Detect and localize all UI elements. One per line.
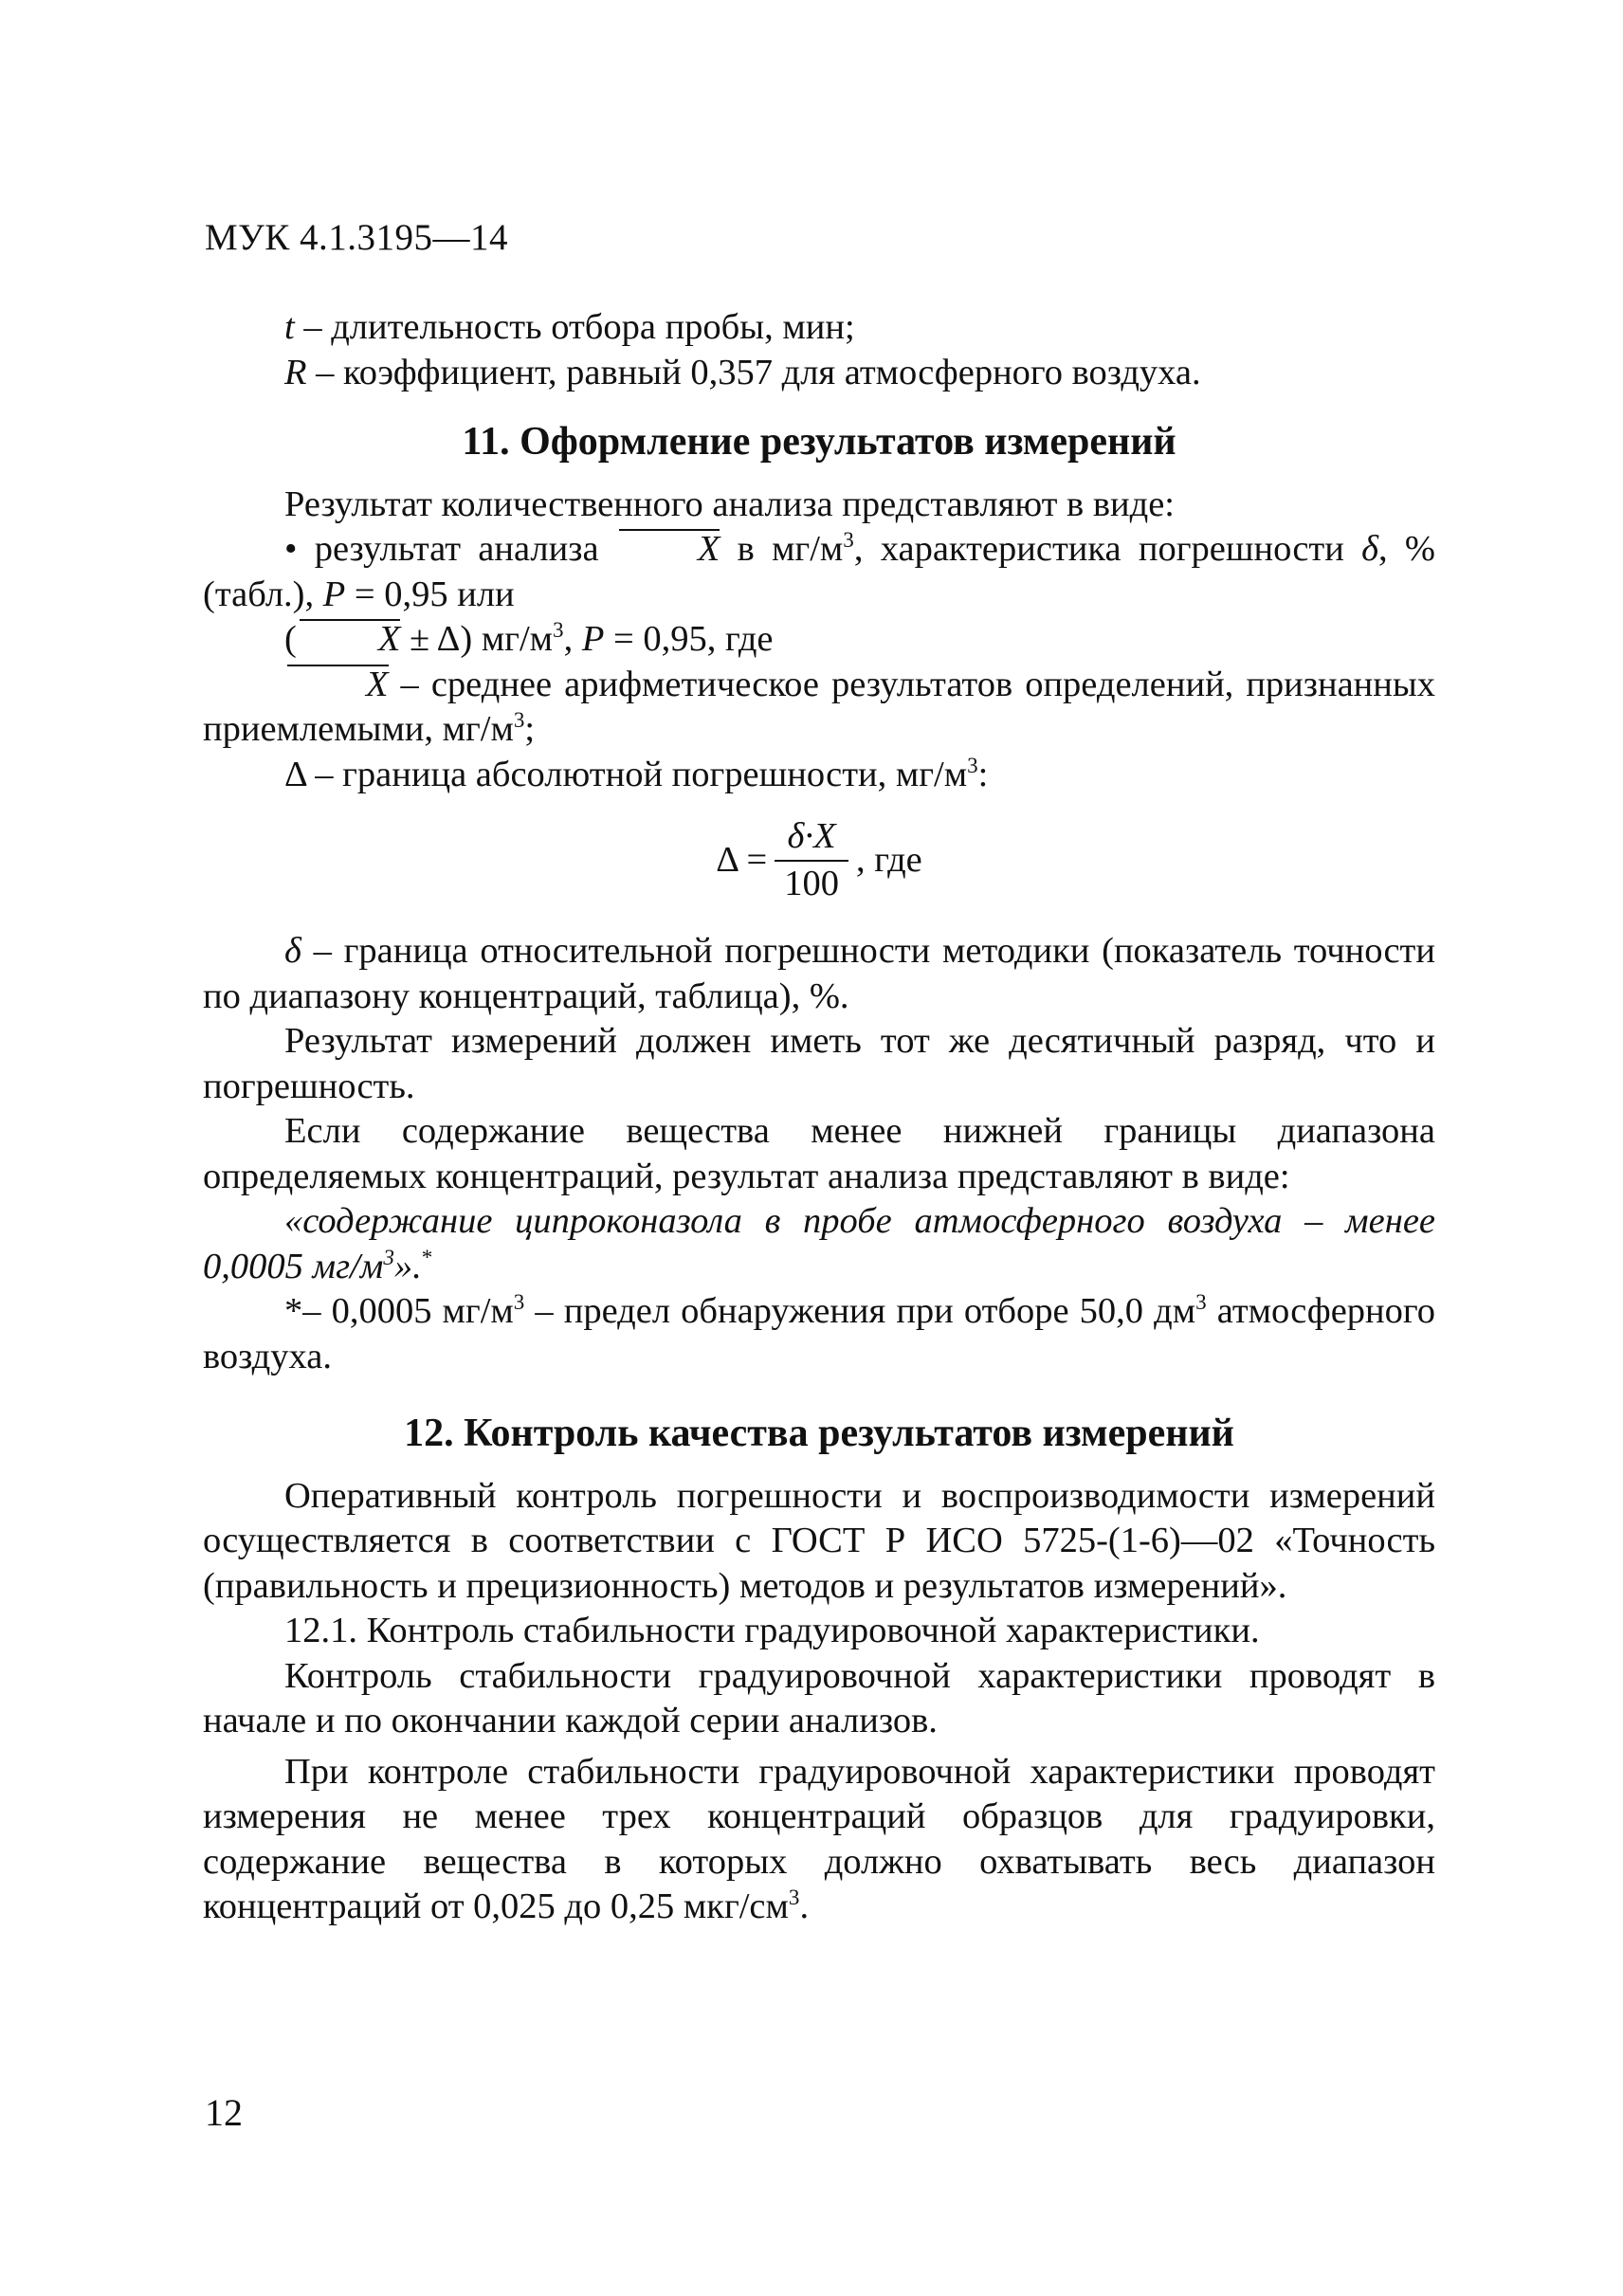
formula-denominator: 100 [775, 860, 848, 907]
t-symbol: t [284, 307, 295, 347]
document-body [203, 305, 1435, 1930]
x-mean-definition: X – среднее арифметическое результатов определений, признанных приемлемыми, $мг/м^3$; [203, 664, 1435, 749]
result-form: ( X ± Δ) $мг/м^3$, P = 0,95, где [203, 617, 1435, 663]
formula-fraction [775, 814, 848, 906]
definition-t: t – длительность отбора пробы, мин; [284, 307, 855, 347]
definition-R: R – коэффициент, равный 0,357 для атмосферного воздуха. [284, 352, 1201, 392]
R-symbol: R [284, 352, 307, 392]
formula-lhs: Δ = [716, 839, 768, 880]
x-mean-symbol: X [297, 617, 401, 663]
x-mean-symbol: X [284, 663, 389, 708]
delta-symbol: δ [1361, 529, 1379, 569]
section-11-title: 11. Оформление результатов измерений [462, 420, 1176, 464]
document-header: МУК 4.1.3195—14 [205, 217, 509, 258]
section-12-p4: При контроле стабильности градуировочной характеристики проводят измерения не менее трех концентраций образцов для градуировки, содержание вещества в которых должно охватывать весь диапазон концентраций от 0,025 до 0,25 мкг/$см^3$. [203, 1751, 1435, 1926]
bullet-result: • результат анализа X в $мг/м^3$, характеристика погрешности δ, % (табл.), P = 0,95 или [203, 527, 1435, 614]
formula-numerator: δ·X [787, 816, 836, 856]
formula-tail: , где [855, 839, 922, 880]
section-11-intro: Результат количественного анализа представляют в виде: [284, 483, 1176, 524]
relative-error-definition: δ – граница относительной погрешности методики (показатель точности по диапазону концентраций, таблица), %. [203, 931, 1435, 1016]
delta-definition: Δ – граница абсолютной погрешности, $мг/м^3$: [284, 752, 989, 794]
section-12-p1: Оперативный контроль погрешности и воспроизводимости измерений осуществляется в соответствии с ГОСТ Р ИСО 5725-(1-6)—02 «Точность (правильность и прецизионность) методов и результатов измерений». [203, 1475, 1435, 1606]
below-range-quote: «содержание ципроконазола в пробе атмосферного воздуха – менее 0,0005 $мг/м^3».^*$ [203, 1201, 1435, 1286]
section-12-1-heading: 12.1. Контроль стабильности градуировочной характеристики. [284, 1611, 1260, 1650]
delta-formula [203, 814, 1435, 906]
detection-limit-footnote: *– 0,0005 $мг/м^3$ – предел обнаружения при отборе 50,0 $дм^3$ атмосферного воздуха. [203, 1289, 1435, 1376]
page-number: 12 [205, 2091, 243, 2134]
below-range-rule: Если содержание вещества менее нижней границы диапазона определяемых концентраций, результат анализа представляют в виде: [203, 1111, 1435, 1196]
decimal-rule: Результат измерений должен иметь тот же десятичный разряд, что и погрешность. [203, 1021, 1435, 1106]
x-mean-symbol: X [616, 527, 720, 573]
section-12-p3: Контроль стабильности градуировочной характеристики проводят в начале и по окончании каждой серии анализов. [203, 1655, 1435, 1740]
section-12-title: 12. Контроль качества результатов измерений [404, 1412, 1234, 1455]
